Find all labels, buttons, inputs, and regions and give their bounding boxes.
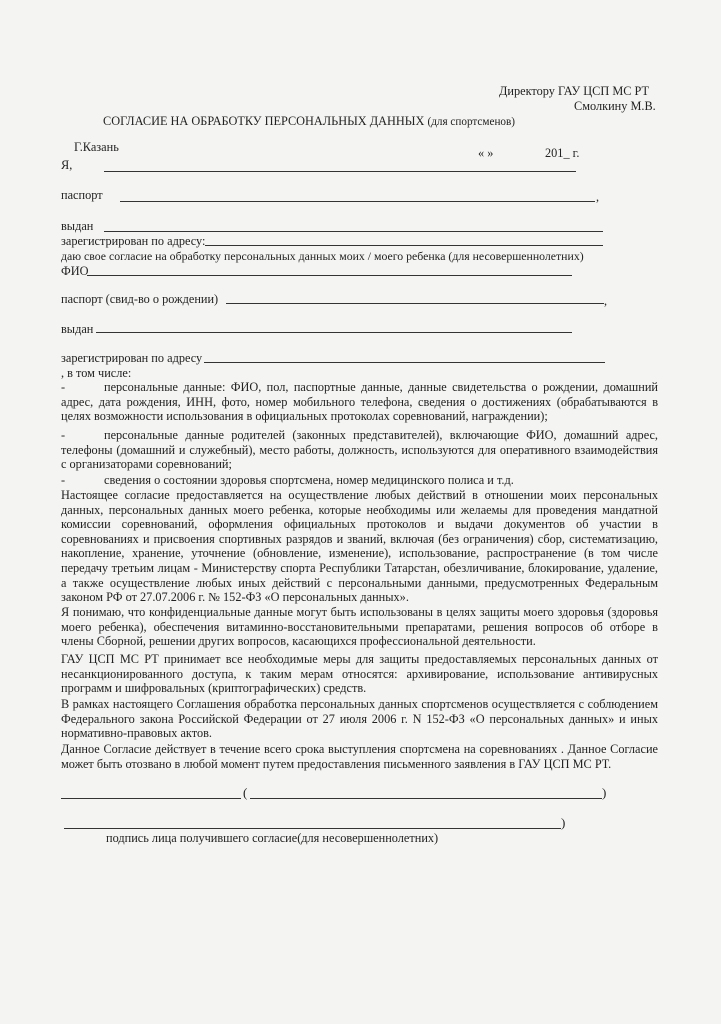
including-label: , в том числе: [61,366,132,380]
fill-line-passport[interactable] [120,201,595,202]
label-ya: Я, [61,158,73,172]
title-note: (для спортсменов) [427,116,516,128]
title-text: СОГЛАСИЕ НА ОБРАБОТКУ ПЕРСОНАЛЬНЫХ ДАННЫХ [103,114,425,128]
fill-line-registered[interactable] [205,245,603,246]
document-title [103,114,515,129]
paragraph-confidential: Я понимаю, что конфиденциальные данные могут быть использованы в целях защиты моего здоровья (здоровья моего ребенка), обеспечения витаминно-восстановительными препаратами, решения вопросов об отборе в члены Сборной, решении других вопросов, касающихся профессиональной деятельности. [61,605,658,649]
addressee-line-2: Смолкину М.В. [574,99,656,113]
fill-line-issued[interactable] [104,231,603,232]
label-issued: выдан [61,219,94,233]
list-item-text: персональные данные родителей (законных представителей), включающие ФИО, домашний адрес, телефоны (домашний и служебный), место работы, должность, используются для оперативного взаимодействия с организаторами соревнований; [61,428,658,472]
list-item [61,473,658,488]
paragraph-consent-scope: Настоящее согласие предоставляется на осуществление любых действий в отношении моих персональных данных, персональных данных моего ребенка, которые необходимы или желаемы для проведения мандатной комиссии соревнований, оформления официальных протоколов и выдачи документов об участии в соревнованиях и присвоения спортивных разрядов и званий, включая (без ограничения) сбор, систематизацию, накопление, хранение, уточнение (обновление, изменение), использование, распространение (в том числе передачу третьим лицам - Министерству спорта Республики Татарстан, обезличивание, блокирование, удаление, а также осуществление любых иных действий с персональными данными, предусмотренных Федеральным законом РФ от 27.07.2006 г. № 152-ФЗ «О персональных данных». [61,488,658,605]
fill-line-fio[interactable] [87,275,572,276]
fill-line-ya[interactable] [104,171,576,172]
fill-line-passport-birth[interactable] [226,303,604,304]
list-dash: - [61,473,66,487]
close-paren-2: ) [561,815,566,830]
date-quotes: « » [478,146,494,160]
consent-line: даю свое согласие на обработку персональных данных моих / моего ребенка (для несовершеннолетних) [61,249,584,263]
label-registered-2: зарегистрирован по адресу [61,351,203,365]
name-line-1[interactable] [250,798,602,799]
signature-line-1[interactable] [61,798,241,799]
list-item-text: сведения о состоянии здоровья спортсмена, номер медицинского полиса и т.д. [104,473,514,487]
list-item [61,380,658,424]
list-item [61,428,658,472]
addressee-line-1: Директору ГАУ ЦСП МС РТ [499,84,650,98]
city: Г.Казань [74,140,119,154]
paragraph-validity: Данное Согласие действует в течение всего срока выступления спортсмена на соревнованиях . Данное Согласие может быть отозвано в любой момент путем предоставления письменного заявления в ГАУ ЦСП МС РТ. [61,742,658,771]
paragraph-legal-basis: В рамках настоящего Соглашения обработка персональных данных спортсменов осуществляется с соблюдением Федерального закона Российской Федерации от 27 июля 2006 г. N 152-ФЗ «О персональных данных» и иных нормативно-правовых актов. [61,697,658,741]
fill-line-registered-2[interactable] [204,362,605,363]
label-passport: паспорт [61,188,103,202]
open-paren-1: ( [243,785,248,800]
fill-line-issued-2[interactable] [96,332,572,333]
signature-line-2[interactable] [64,828,561,829]
close-paren-1: ) [602,785,607,800]
list-dash: - [61,380,66,394]
list-dash: - [61,428,66,442]
passport-comma: , [596,190,600,204]
label-fio: ФИО [61,264,89,278]
label-registered: зарегистрирован по адресу: [61,234,206,248]
label-passport-birth: паспорт (свид-во о рождении) [61,292,219,306]
signature-caption: подпись лица получившего согласие(для несовершеннолетних) [106,831,439,845]
passport-birth-comma: , [604,294,608,308]
label-issued-2: выдан [61,322,94,336]
list-item-text: персональные данные: ФИО, пол, паспортные данные, данные свидетельства о рождении, домашний адрес, дата рождения, ИНН, фото, номер мобильного телефона, сведения о достижениях (обрабатываются в целях возможности использования в официальных протоколах соревнований, награждении); [61,380,658,424]
date-year: 201_ г. [545,146,580,160]
paragraph-protection: ГАУ ЦСП МС РТ принимает все необходимые меры для защиты предоставляемых персональных данных от несанкционированного доступа, к таким мерам относятся: архивирование, использование антивирусных программ и шифровальных (криптографических) средств. [61,652,658,696]
